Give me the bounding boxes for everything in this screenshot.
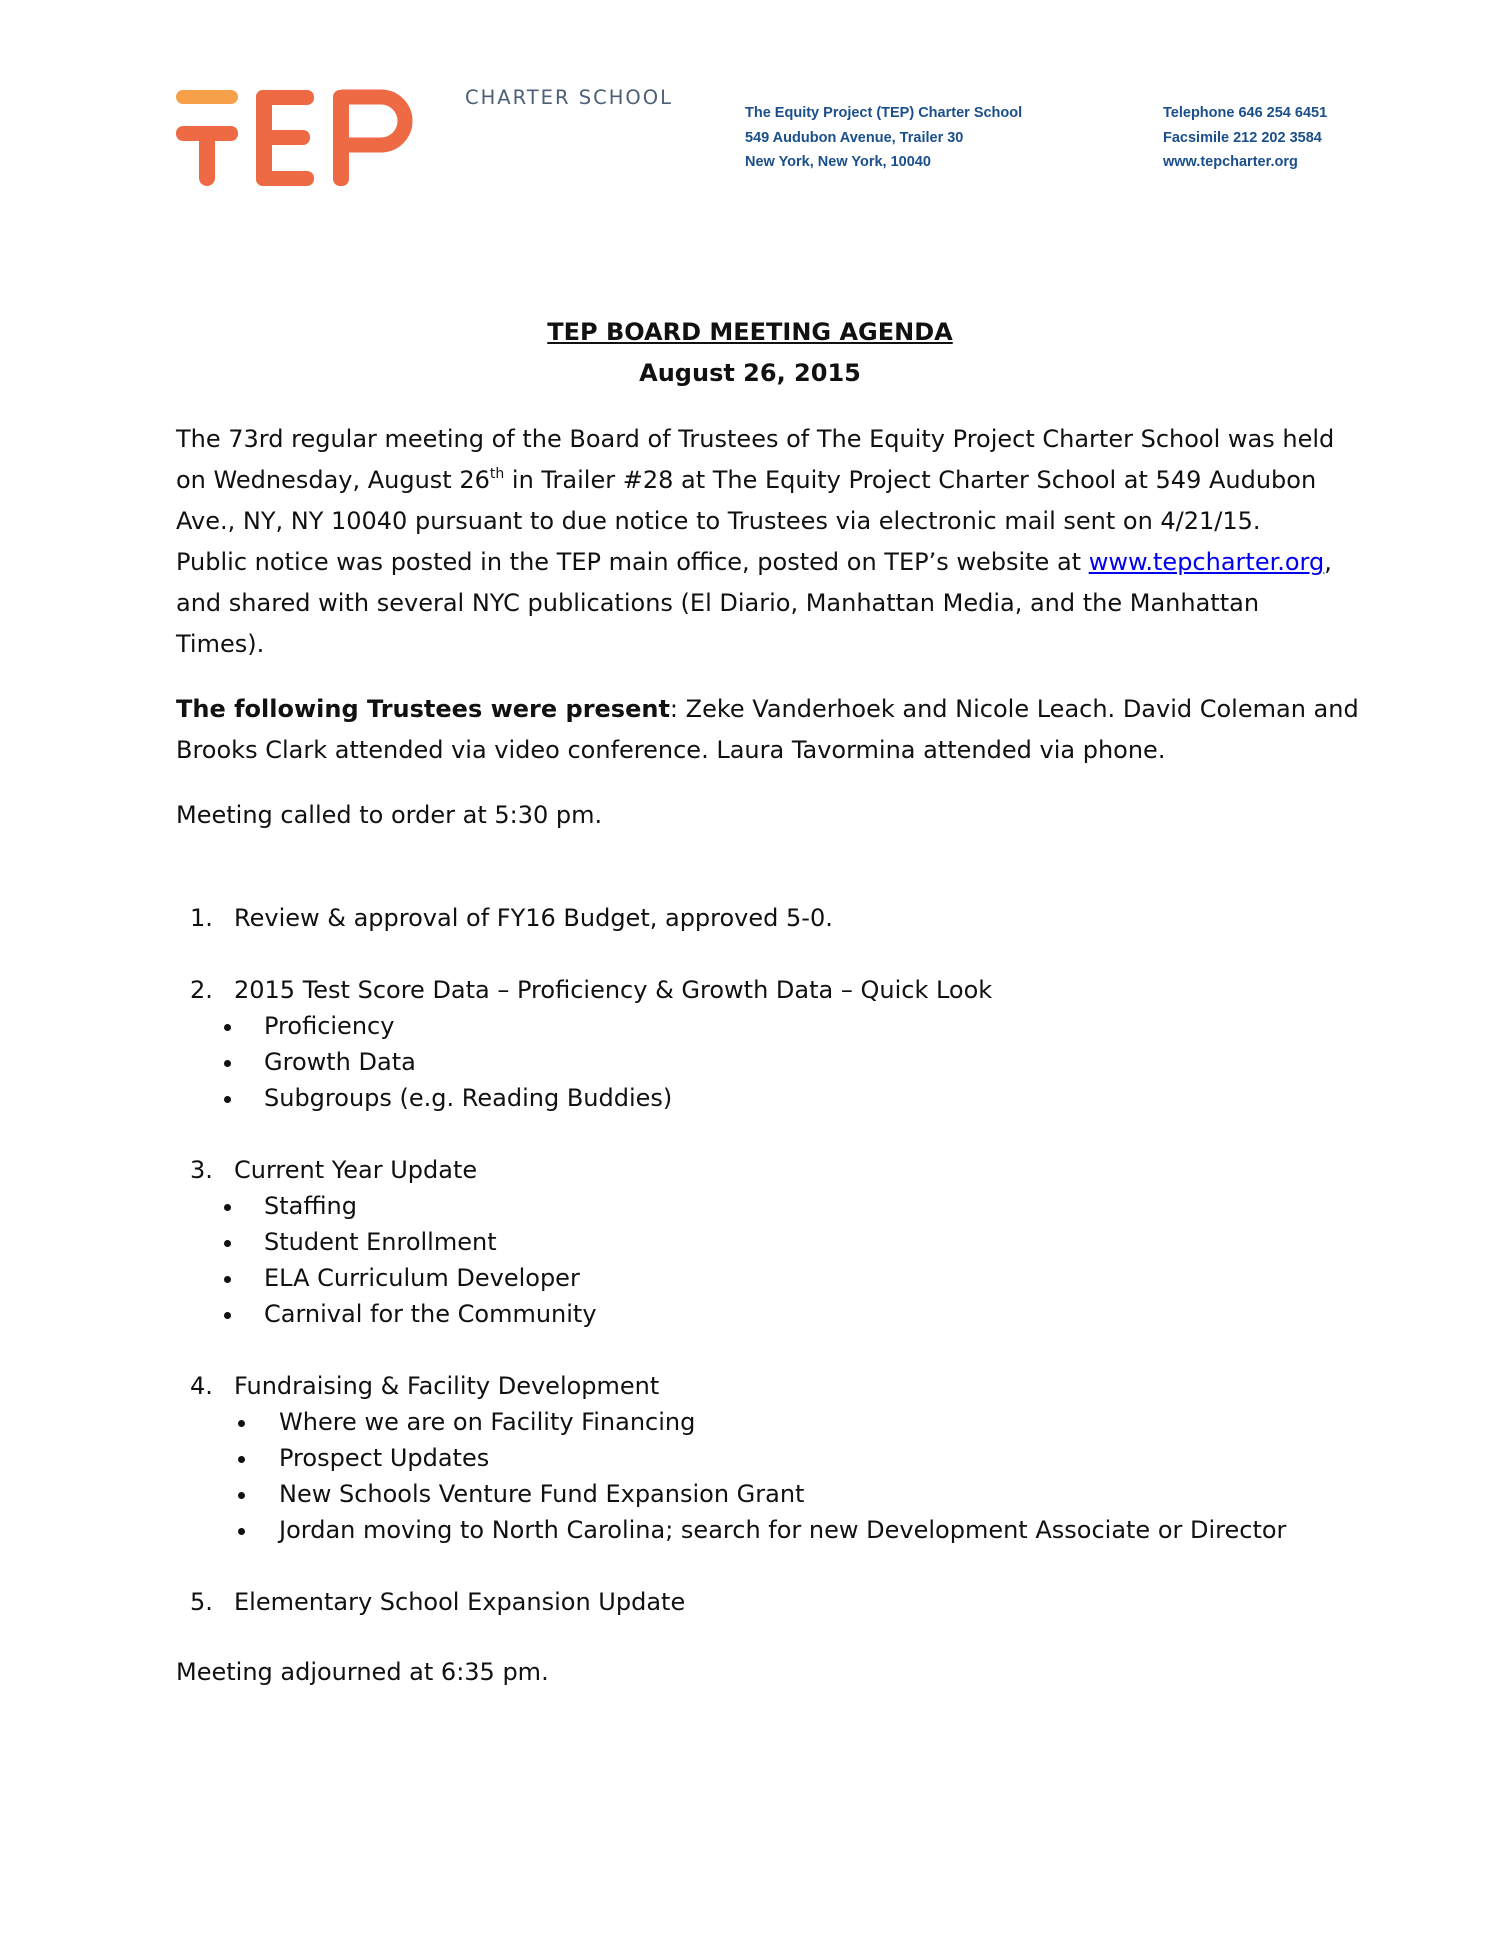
document-date: August 26, 2015 [639, 359, 861, 387]
called-to-order: Meeting called to order at 5:30 pm. [176, 801, 603, 829]
sub-item [224, 1188, 357, 1224]
item-text: Review & approval of FY16 Budget, approved 5-0. [234, 904, 833, 932]
sub-item [224, 1080, 672, 1116]
intro-line: and shared with several NYC publications (El Diario, Manhattan Media, and the Manhattan [176, 589, 1260, 617]
sub-item-text: Growth Data [264, 1048, 416, 1076]
item-number: 5. [190, 1588, 213, 1616]
sub-item [224, 1224, 497, 1260]
item-number: 3. [190, 1156, 213, 1184]
sub-item [238, 1512, 1286, 1548]
intro-text: on Wednesday, August 26 [176, 466, 490, 494]
sub-item-text: Carnival for the Community [264, 1300, 597, 1328]
bullet-icon [224, 1276, 231, 1283]
bullet-icon [238, 1456, 245, 1463]
trustees-line: Brooks Clark attended via video conference. Laura Tavormina attended via phone. [176, 736, 1166, 764]
sub-item-text: Jordan moving to North Carolina; search for new Development Associate or Director [279, 1516, 1287, 1544]
bullet-icon [238, 1420, 245, 1427]
bullet-icon [224, 1204, 231, 1211]
sub-item [238, 1476, 804, 1512]
sub-item [224, 1044, 416, 1080]
bullet-icon [224, 1024, 231, 1031]
tep-logo-graphic [176, 88, 426, 188]
adjourned: Meeting adjourned at 6:35 pm. [176, 1658, 549, 1686]
intro-text: Public notice was posted in the TEP main office, posted on TEP’s website at [176, 548, 1089, 576]
sub-item [238, 1404, 695, 1440]
item-text: Fundraising & Facility Development [234, 1372, 660, 1400]
sub-item [224, 1260, 580, 1296]
telephone: Telephone 646 254 6451 [1163, 105, 1328, 121]
intro-text: in Trailer #28 at The Equity Project Charter School at 549 Audubon [504, 466, 1317, 494]
document-title: TEP BOARD MEETING AGENDA [547, 318, 953, 346]
bullet-icon [224, 1312, 231, 1319]
item-number: 1. [190, 904, 213, 932]
intro-text: , [1324, 548, 1332, 576]
bullet-icon [238, 1492, 245, 1499]
website-link[interactable]: www.tepcharter.org [1088, 548, 1325, 576]
sub-item-text: ELA Curriculum Developer [264, 1264, 580, 1292]
address-line: The Equity Project (TEP) Charter School [745, 105, 1023, 121]
sub-item-text: Student Enrollment [264, 1228, 497, 1256]
sub-item [224, 1296, 597, 1332]
item-number: 4. [190, 1372, 213, 1400]
sub-item [238, 1440, 489, 1476]
item-number: 2. [190, 976, 213, 1004]
school-address [745, 101, 1022, 175]
intro-line: The 73rd regular meeting of the Board of Trustees of The Equity Project Charter School was held [176, 425, 1335, 453]
intro-line [176, 542, 1332, 583]
ordinal-suffix: th [489, 466, 505, 482]
item-text: Elementary School Expansion Update [234, 1588, 686, 1616]
sub-item-text: Prospect Updates [279, 1444, 490, 1472]
address-line: New York, New York, 10040 [745, 154, 931, 170]
sub-item-text: Where we are on Facility Financing [279, 1408, 696, 1436]
bullet-icon [224, 1240, 231, 1247]
website: www.tepcharter.org [1163, 154, 1298, 170]
sub-item [224, 1008, 394, 1044]
item-text: 2015 Test Score Data – Proficiency & Growth Data – Quick Look [234, 976, 993, 1004]
sub-item-text: New Schools Venture Fund Expansion Grant [279, 1480, 805, 1508]
intro-line: Times). [176, 630, 265, 658]
school-contact [1163, 101, 1327, 175]
bullet-icon [224, 1096, 231, 1103]
trustees-label: The following Trustees were present [176, 695, 670, 723]
trustees-text: : Zeke Vanderhoek and Nicole Leach. David Coleman and [669, 695, 1359, 723]
item-text: Current Year Update [234, 1156, 478, 1184]
trustees-line [176, 689, 1359, 730]
bullet-icon [238, 1528, 245, 1535]
facsimile: Facsimile 212 202 3584 [1163, 129, 1322, 146]
intro-line: Ave., NY, NY 10040 pursuant to due notice to Trustees via electronic mail sent on 4/21/15. [176, 507, 1261, 535]
sub-item-text: Proficiency [264, 1012, 395, 1040]
sub-item-text: Staffing [264, 1192, 357, 1220]
intro-line [176, 460, 1316, 501]
logo-subtitle: CHARTER SCHOOL [465, 86, 673, 109]
address-line: 549 Audubon Avenue, Trailer 30 [745, 129, 964, 146]
sub-item-text: Subgroups (e.g. Reading Buddies) [264, 1084, 673, 1112]
bullet-icon [224, 1060, 231, 1067]
